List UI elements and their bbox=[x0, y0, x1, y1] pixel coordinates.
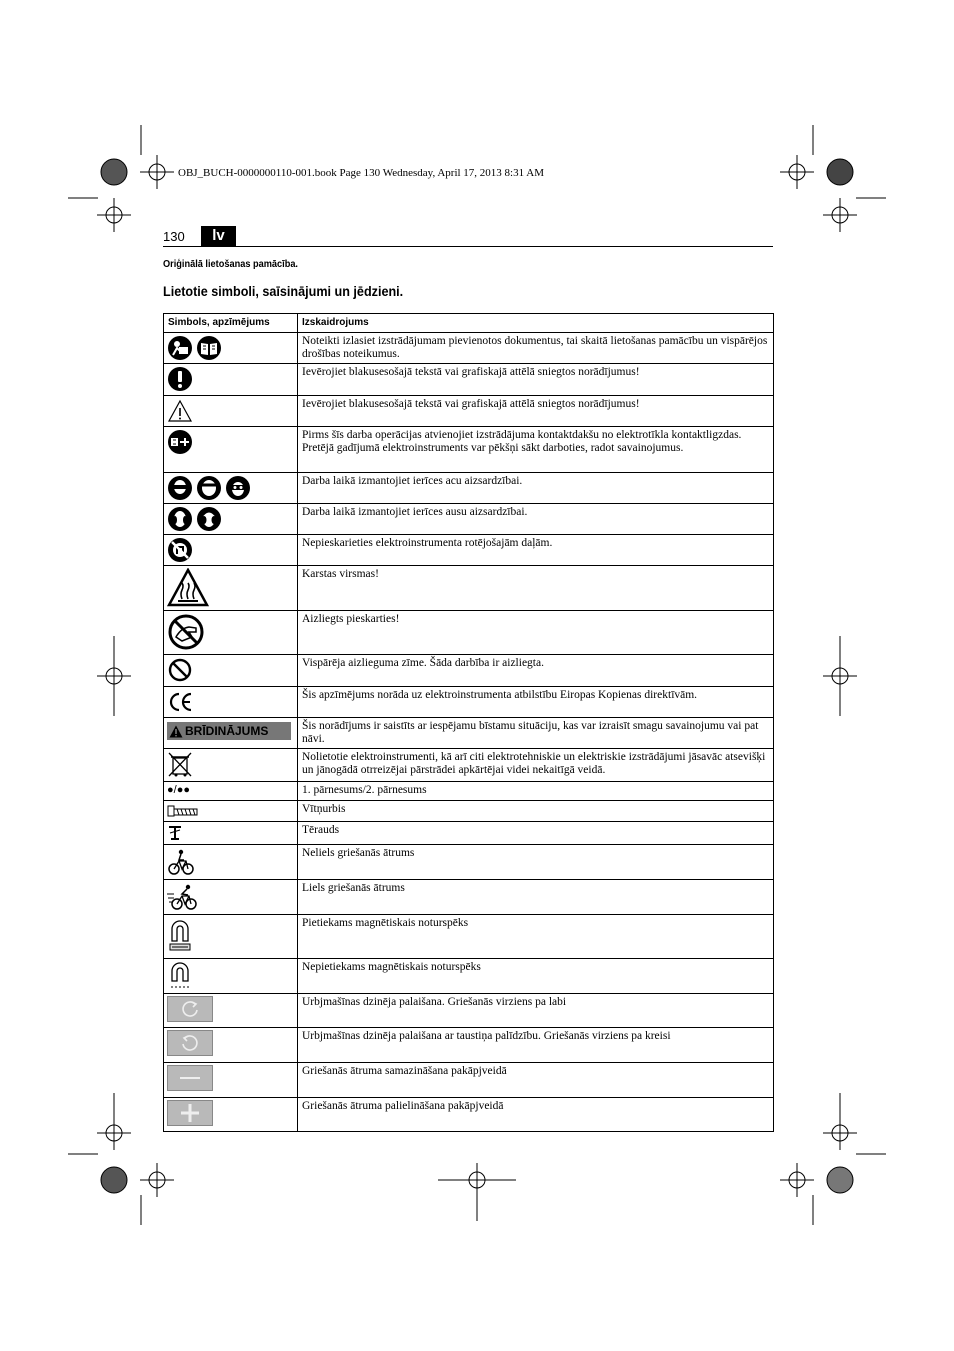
explanation-cell: Pietiekams magnētiskais noturspēks bbox=[298, 915, 774, 959]
face-shield-icon bbox=[196, 475, 222, 501]
explanation-cell: Aizliegts pieskarties! bbox=[298, 611, 774, 655]
symbol-cell bbox=[164, 1098, 298, 1132]
symbol-cell bbox=[164, 822, 298, 845]
table-row bbox=[164, 1028, 774, 1063]
table-row bbox=[164, 801, 774, 822]
header-rule bbox=[163, 246, 773, 247]
book-icon bbox=[196, 335, 222, 361]
book-info-line: OBJ_BUCH-0000000110-001.book Page 130 Wednesday, April 17, 2013 8:31 AM bbox=[178, 167, 544, 179]
explanation-cell: Darba laikā izmantojiet ierīces ausu aizsardzībai. bbox=[298, 504, 774, 535]
plus-button-icon bbox=[167, 1100, 213, 1126]
explanation-cell: Nepietiekams magnētiskais noturspēks bbox=[298, 959, 774, 994]
ce-mark-icon bbox=[167, 689, 195, 715]
symbol-cell bbox=[164, 611, 298, 655]
table-row bbox=[164, 364, 774, 396]
symbol-cell bbox=[164, 535, 298, 566]
fast-speed-bicycle-icon bbox=[167, 882, 197, 910]
language-badge: lv bbox=[201, 226, 236, 246]
table-row bbox=[164, 880, 774, 915]
symbol-cell bbox=[164, 845, 298, 880]
symbol-cell bbox=[164, 504, 298, 535]
explanation-cell: Šis norādījums ir saistīts ar iespējamu bīstamu situāciju, kas var izraisīt smagu savainojumu vai pat nāvi. bbox=[298, 718, 774, 749]
section-title: Lietotie simboli, saīsinājumi un jēdzieni. bbox=[163, 283, 404, 299]
table-row bbox=[164, 1098, 774, 1132]
explanation-cell: Ievērojiet blakusesošajā tekstā vai grafiskajā attēlā sniegtos norādījumus! bbox=[298, 364, 774, 396]
prohibition-icon bbox=[167, 657, 193, 683]
page-number: 130 bbox=[163, 229, 185, 244]
warning-label-text: BRĪDINĀJUMS bbox=[185, 724, 269, 738]
ear-muffs-icon bbox=[196, 506, 222, 532]
table-row bbox=[164, 535, 774, 566]
explanation-cell: Nolietotie elektroinstrumenti, kā arī citi elektrotehniskie un elektriskie izstrādājumi jāsavāc atsevišķi un jānogādā otrreizējai pārstrādei apkārtējai videi nekaitīgā veidā. bbox=[298, 749, 774, 782]
read-manual-icon bbox=[167, 335, 193, 361]
table-row bbox=[164, 994, 774, 1028]
table-row bbox=[164, 333, 774, 364]
explanation-cell: Šis apzīmējums norāda uz elektroinstrumenta atbilstību Eiropas Kopienas direktīvām. bbox=[298, 687, 774, 718]
table-row bbox=[164, 1063, 774, 1098]
explanation-cell: Urbjmašīnas dzinēja palaišana. Griešanās virziens pa labi bbox=[298, 994, 774, 1028]
warning-label bbox=[167, 722, 291, 740]
symbol-cell bbox=[164, 880, 298, 915]
document-subtitle: Oriģinālā lietošanas pamācība. bbox=[163, 259, 298, 270]
symbol-cell bbox=[164, 994, 298, 1028]
weee-bin-icon bbox=[167, 751, 193, 777]
symbol-cell bbox=[164, 687, 298, 718]
explanation-cell: Ievērojiet blakusesošajā tekstā vai grafiskajā attēlā sniegtos norādījumus! bbox=[298, 396, 774, 427]
table-row bbox=[164, 687, 774, 718]
symbol-cell bbox=[164, 396, 298, 427]
table-row bbox=[164, 611, 774, 655]
explanation-cell: Griešanās ātruma samazināšana pakāpjveidā bbox=[298, 1063, 774, 1098]
rotate-right-button-icon bbox=[167, 996, 213, 1022]
symbol-cell bbox=[164, 473, 298, 504]
table-row bbox=[164, 473, 774, 504]
magnet-sufficient-icon bbox=[167, 917, 193, 951]
table-row bbox=[164, 915, 774, 959]
symbol-cell bbox=[164, 959, 298, 994]
table-row bbox=[164, 566, 774, 611]
symbol-cell bbox=[164, 915, 298, 959]
table-row bbox=[164, 845, 774, 880]
symbol-cell bbox=[164, 801, 298, 822]
goggles-icon bbox=[225, 475, 251, 501]
table-header-row bbox=[164, 314, 774, 333]
explanation-cell: Griešanās ātruma palielināšana pakāpjveidā bbox=[298, 1098, 774, 1132]
table-row bbox=[164, 655, 774, 687]
table-row bbox=[164, 822, 774, 845]
gear-dots: ●/●● bbox=[167, 784, 190, 796]
symbol-cell bbox=[164, 718, 298, 749]
explanation-cell: Liels griešanās ātrums bbox=[298, 880, 774, 915]
symbol-cell bbox=[164, 782, 298, 801]
explanation-cell: Darba laikā izmantojiet ierīces acu aizsardzībai. bbox=[298, 473, 774, 504]
symbol-cell bbox=[164, 333, 298, 364]
hot-surface-icon bbox=[167, 568, 209, 608]
unplug-icon bbox=[167, 429, 193, 455]
table-row bbox=[164, 959, 774, 994]
table-row bbox=[164, 396, 774, 427]
magnet-insufficient-icon bbox=[167, 961, 193, 989]
symbol-cell bbox=[164, 655, 298, 687]
symbol-cell bbox=[164, 427, 298, 473]
explanation-cell: Noteikti izlasiet izstrādājumam pievienotos dokumentus, tai skaitā lietošanas pamācību un vispārējos drošības noteikumus. bbox=[298, 333, 774, 364]
header-explanation: Izskaidrojums bbox=[298, 314, 774, 333]
explanation-cell: Neliels griešanās ātrums bbox=[298, 845, 774, 880]
symbol-cell bbox=[164, 749, 298, 782]
slow-speed-bicycle-icon bbox=[167, 847, 195, 875]
symbol-cell bbox=[164, 1028, 298, 1063]
table-row bbox=[164, 749, 774, 782]
explanation-cell: Vītņurbis bbox=[298, 801, 774, 822]
explanation-cell: Tērauds bbox=[298, 822, 774, 845]
ear-protection-icon bbox=[167, 506, 193, 532]
table-row bbox=[164, 718, 774, 749]
header-symbol: Simbols, apzīmējums bbox=[164, 314, 298, 333]
mandatory-exclamation-icon bbox=[167, 366, 193, 392]
steel-icon bbox=[167, 824, 183, 842]
warning-triangle-icon bbox=[167, 398, 193, 424]
symbols-table bbox=[163, 313, 774, 1132]
minus-button-icon bbox=[167, 1065, 213, 1091]
symbol-cell bbox=[164, 1063, 298, 1098]
explanation-cell: 1. pārnesums/2. pārnesums bbox=[298, 782, 774, 801]
explanation-cell: Nepieskarieties elektroinstrumenta rotējošajām daļām. bbox=[298, 535, 774, 566]
rotate-left-button-icon bbox=[167, 1030, 213, 1056]
explanation-cell: Urbjmašīnas dzinēja palaišana ar taustiņa palīdzību. Griešanās virziens pa kreisi bbox=[298, 1028, 774, 1063]
table-row bbox=[164, 427, 774, 473]
table-row bbox=[164, 504, 774, 535]
no-touch-icon bbox=[167, 613, 205, 651]
eye-protection-icon bbox=[167, 475, 193, 501]
twist-drill-icon bbox=[167, 803, 199, 819]
explanation-cell: Pirms šīs darba operācijas atvienojiet izstrādājuma kontaktdakšu no elektrotīkla kontaktligzdas. Pretējā gadījumā elektroinstruments var pēkšņi sākt darboties, radot savainojumus. bbox=[298, 427, 774, 473]
symbol-cell bbox=[164, 566, 298, 611]
explanation-cell: Karstas virsmas! bbox=[298, 566, 774, 611]
explanation-cell: Vispārēja aizlieguma zīme. Šāda darbība ir aizliegta. bbox=[298, 655, 774, 687]
table-row bbox=[164, 782, 774, 801]
symbol-cell bbox=[164, 364, 298, 396]
no-hands-rotating-icon bbox=[167, 537, 193, 563]
